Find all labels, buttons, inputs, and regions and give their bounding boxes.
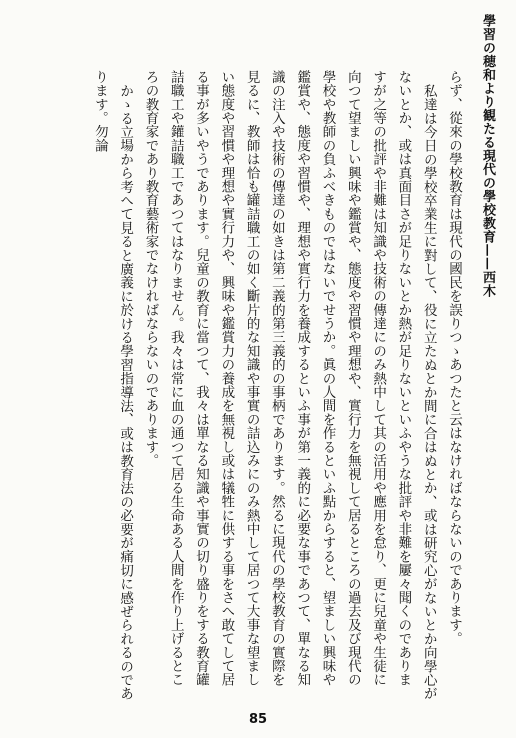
- paragraph-1: らず、從來の學校教育は現代の國民を誤りつゝあつたと云はなければならないのであります。: [446, 70, 462, 646]
- paragraph-2: 私達は今日の學校卒業生に對して、役に立たぬとか間に合はぬとか、或は研究心がないとか向學心がないとか、或は真面目さが足りないとか熱が足りないといふやうな批評や非難を屢々聞くのでありますが之等の批評や非難は知識や技術の傳達にのみ熱中して其の活用や應用を怠り、更に兒童や生徒に向つて望ましい興味や鑑賞や、態度や習慣や理想や、實行力を無視して居るところの過去及び現代の學校や教師の負ふべきものではないでせうか。眞の人間を作るといふ點からすると、望ましい興味や鑑賞や、態度や習慣や、理想や實行力を養成するといふ事が第一義的に必要な事であつて、單なる知識の注入や技術の傳達の如きは第二義的第三義的の事柄であります。然るに現代の學校教育の實際を見るに、教師は恰も罐詰職工の如く斷片的な知識や事實の詰込みにのみ熱中して居つて大事な望ましい態度や習慣や理想や實行力や、興味や鑑賞力の養成を無視し或は犠牲に供する事をさへ敢てして居る事が多いやうであります。兒童の教育に當つて、我々は單なる知識や事實の切り盛りをする教育罐詰職工や鑵詰職工であつてはなりません。我々は常に血の通つて居る生命ある人間を作り上げるところの教育家であり教育藝術家でなければならないのであります。: [142, 70, 437, 700]
- paragraph-3: かゝる立場から考へて見ると廣義に於ける學習指導法、或は教育法の必要が痛切に感ぜられるのであります。勿論: [91, 70, 134, 700]
- running-head: 學習の穂和より観たる現代の學校教育——西木: [480, 14, 495, 298]
- body-text: [36, 70, 466, 700]
- page-number: 85: [248, 712, 268, 727]
